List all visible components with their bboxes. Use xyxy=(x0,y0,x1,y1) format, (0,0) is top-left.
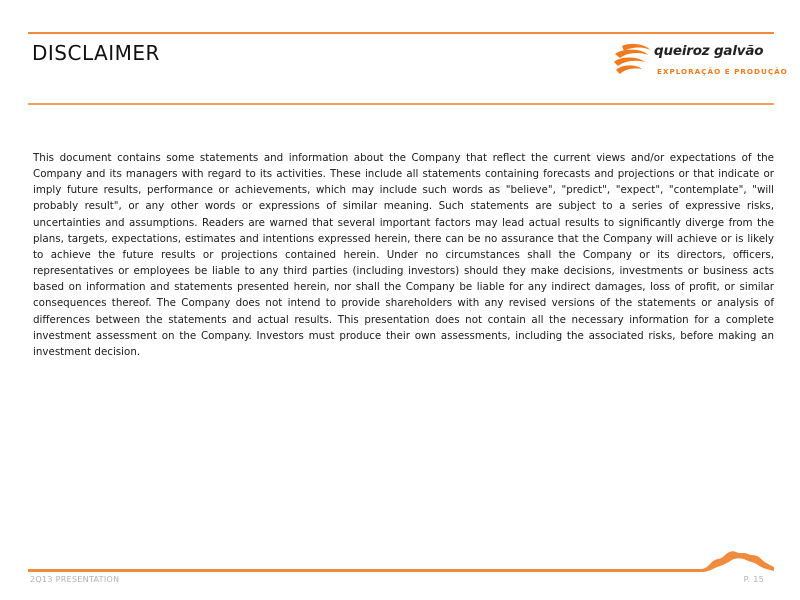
footer-wave-line xyxy=(0,540,800,580)
page-title: DISCLAIMER xyxy=(32,41,160,65)
header-divider xyxy=(28,103,774,105)
footer-page-number: P. 15 xyxy=(743,575,764,584)
disclaimer-text: This document contains some statements and information about the Company that reflect the current views and/or expectations of the Company and its managers with regard to its activities. These include all statements containing forecasts and projections or that indicate or imply future results, performance or achievements, which may include such words as "believe", "predict", "expect", "contemplate", "will probably result", or any other words or expressions of similar meaning. Such statements are subject to a series of expressive risks, uncertainties and assumptions. Readers are warned that several important factors may lead actual results to significantly diverge from the plans, targets, expectations, estimates and intentions expressed herein, there can be no assurance that the Company will achieve or is likely to achieve the future results or projections contained herein. Under no circumstances shall the Company or its directors, officers, representatives or employees be liable to any third parties (including investors) should they make decisions, investments or business acts based on information and statements presented herein, nor shall the Company be liable for any indirect damages, loss of profit, or similar consequences thereof. The Company does not intend to provide shareholders with any revised versions of the statements or analysis of differences between the statements and actual results. This presentation does not contain all the necessary information for a complete investment assessment on the Company. Investors must produce their own assessments, including the associated risks, before making an investment decision. xyxy=(33,152,774,358)
top-divider xyxy=(28,32,774,34)
company-logo xyxy=(612,42,788,82)
footer-presentation-label: 2Q13 PRESENTATION xyxy=(30,575,120,584)
logo-wordmark: queiroz galvão xyxy=(654,43,764,59)
logo-wave-icon xyxy=(612,42,652,78)
logo-subtitle: EXPLORAÇÃO E PRODUÇÃO xyxy=(657,67,788,76)
